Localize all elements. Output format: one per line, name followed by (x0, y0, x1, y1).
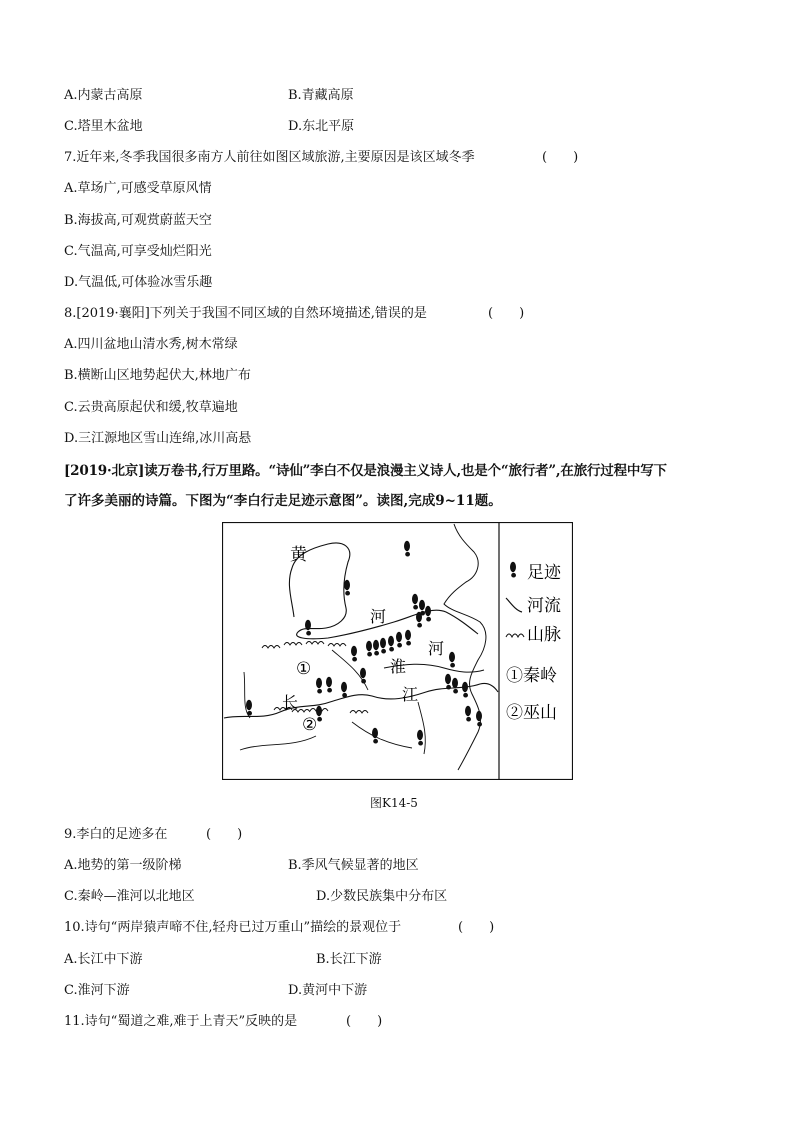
map-border (223, 523, 573, 780)
q7-stem-text: 7.近年来,冬季我国很多南方人前往如图区域旅游,主要原因是该区域冬季 (64, 150, 475, 165)
q8-option-c: C.云贵高原起伏和缓,牧草遍地 (64, 400, 238, 415)
passage-line-1: [2019·北京]读万卷书,行万里路。“诗仙”李白不仅是浪漫主义诗人,也是个“旅行者”,在旅行过程中写下 (64, 463, 667, 479)
libai-footprint-map (222, 522, 573, 780)
label-chang: 长 (282, 693, 299, 712)
q11-stem: 11.诗句“蜀道之难,难于上青天”反映的是 (64, 1014, 298, 1029)
q6-option-c: C.塔里木盆地 (64, 119, 143, 134)
q7-option-b: B.海拔高,可观赏蔚蓝天空 (64, 213, 212, 228)
q9-option-a: A.地势的第一级阶梯 (64, 858, 182, 873)
label-huai: 淮 (390, 657, 407, 676)
q10-option-d: D.黄河中下游 (288, 983, 368, 998)
q8-option-a: A.四川盆地山清水秀,树木常绿 (64, 337, 238, 352)
q6-option-b: B.青藏高原 (288, 88, 354, 103)
q9-option-c: C.秦岭—淮河以北地区 (64, 889, 195, 904)
label-he-2: 河 (428, 639, 445, 658)
q10-option-a: A.长江中下游 (64, 952, 143, 967)
label-wushan-marker: ② (302, 715, 318, 735)
q8-stem: 8.[2019·襄阳]下列关于我国不同区域的自然环境描述,错误的是 (64, 306, 427, 321)
q7-option-c: C.气温高,可享受灿烂阳光 (64, 244, 212, 259)
q10-answer-paren: ( ) (458, 920, 495, 935)
q11-answer-paren: ( ) (346, 1014, 383, 1029)
q8-option-b: B.横断山区地势起伏大,林地广布 (64, 368, 251, 383)
label-jiang: 江 (402, 685, 419, 704)
q10-option-c: C.淮河下游 (64, 983, 130, 998)
legend-qinling: ①秦岭 (506, 666, 557, 686)
legend-footprint-label: 足迹 (527, 563, 561, 583)
q9-answer-paren: ( ) (206, 827, 243, 842)
label-qinling-marker: ① (296, 659, 312, 679)
legend-mountain-label: 山脉 (527, 625, 561, 645)
q9-stem: 9.李白的足迹多在 (64, 827, 168, 842)
q9-option-b: B.季风气候显著的地区 (288, 858, 419, 873)
q10-stem: 10.诗句“两岸猿声啼不住,轻舟已过万重山”描绘的景观位于 (64, 920, 402, 935)
legend-river-label: 河流 (527, 596, 561, 616)
q8-option-d: D.三江源地区雪山连绵,冰川高悬 (64, 431, 252, 446)
q6-option-d: D.东北平原 (288, 119, 355, 134)
passage-line-2: 了许多美丽的诗篇。下图为“李白行走足迹示意图”。读图,完成9~11题。 (64, 493, 502, 509)
q7-option-d: D.气温低,可体验冰雪乐趣 (64, 275, 213, 290)
figure-caption: 图K14-5 (370, 796, 418, 810)
q6-option-a: A.内蒙古高原 (64, 88, 143, 103)
label-he-1: 河 (370, 607, 387, 626)
q9-option-d: D.少数民族集中分布区 (316, 889, 448, 904)
label-huang: 黄 (290, 545, 307, 565)
legend-wushan: ②巫山 (506, 703, 557, 723)
q7-stem (64, 149, 475, 167)
q10-option-b: B.长江下游 (316, 952, 382, 967)
q7-option-a: A.草场广,可感受草原风情 (64, 181, 212, 196)
q7-answer-paren: ( ) (542, 150, 579, 165)
q8-answer-paren: ( ) (488, 306, 525, 321)
